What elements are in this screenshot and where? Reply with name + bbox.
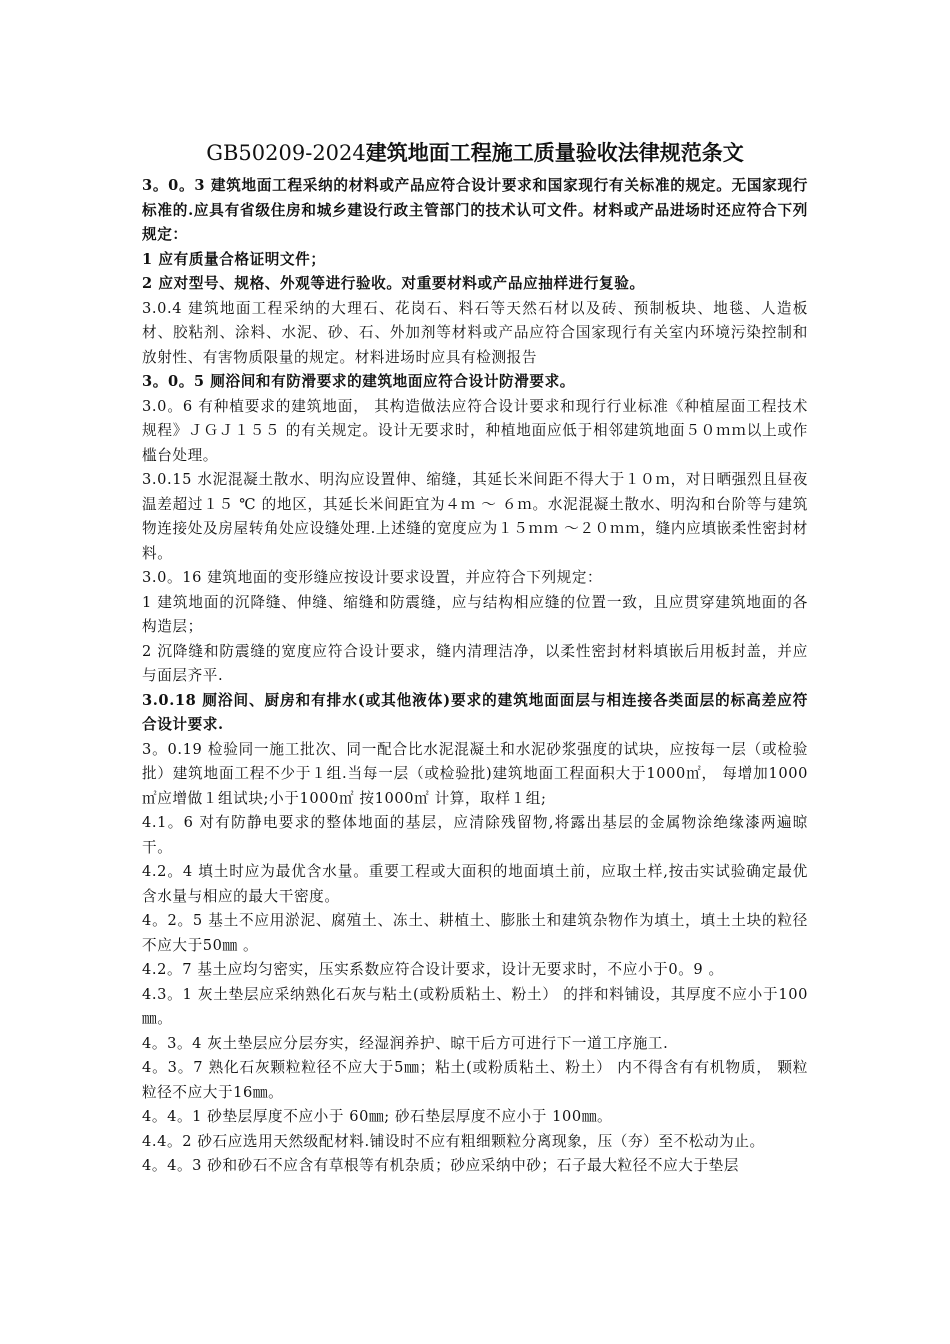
clause-paragraph: 4。2。5 基土不应用淤泥、腐殖土、冻土、耕植土、膨胀土和建筑杂物作为填土，填土土块的粒径不应大于50㎜ 。 <box>142 912 808 954</box>
clause-paragraph: 3.0。16 建筑地面的变形缝应按设计要求设置，并应符合下列规定： <box>142 569 603 586</box>
clause-paragraph: 4。4。3 砂和砂石不应含有草根等有机杂质；砂应采纳中砂；石子最大粒径不应大于垫层 <box>142 1157 740 1174</box>
clause-paragraph: 4.2。4 填土时应为最优含水量。重要工程或大面积的地面填土前，应取土样,按击实试验确定最优含水量与相应的最大干密度。 <box>142 863 808 905</box>
clause-paragraph: 3。0。3 建筑地面工程采纳的材料或产品应符合设计要求和国家现行有关标准的规定。无国家现行标准的.应具有省级住房和城乡建设行政主管部门的技术认可文件。材料或产品进场时还应符合下列规定： <box>142 177 808 243</box>
clause-paragraph: 3.0.4 建筑地面工程采纳的大理石、花岗石、料石等天然石材以及砖、预制板块、地毯、人造板材、胶粘剂、涂料、水泥、砂、石、外加剂等材料或产品应符合国家现行有关室内环境污染控制和放射性、有害物质限量的规定。材料进场时应具有检测报告 <box>142 299 808 366</box>
clause-paragraph: 1 应有质量合格证明文件； <box>142 250 326 268</box>
clause-paragraph: 4.2。7 基土应均匀密实，压实系数应符合设计要求，设计无要求时，不应小于0。9 。 <box>142 961 724 978</box>
clause-paragraph: 3。0.19 检验同一施工批次、同一配合比水泥混凝土和水泥砂浆强度的试块，应按每一层（或检验批）建筑地面工程不少于１组.当每一层（或检验批)建筑地面工程面积大于1000㎡， 每增加1000㎡应增做１组试块;小于1000㎡ 按1000㎡ 计算，取样１组; <box>142 740 808 807</box>
clause-paragraph: 3.0.18 厕浴间、厨房和有排水(或其他液体)要求的建筑地面面层与相连接各类面层的标高差应符合设计要求. <box>142 691 808 733</box>
clause-paragraph: 3.0.15 水泥混凝土散水、明沟应设置伸、缩缝，其延长米间距不得大于１０ｍ，对日晒强烈且昼夜温差超过１５ ℃ 的地区，其延长米间距宜为４ｍ ～ ６ｍ。水泥混凝土散水、明沟和台阶等与建筑物连接处及房屋转角处应设缝处理.上述缝的宽度应为１５ｍｍ ～２０ｍｍ，缝内应填嵌柔性密封材料。 <box>142 471 808 562</box>
clause-paragraph: 4.1。6 对有防静电要求的整体地面的基层，应清除残留物,将露出基层的金属物涂绝缘漆两遍晾干。 <box>142 814 808 856</box>
clause-paragraph: 4。3。4 灰土垫层应分层夯实，经湿润养护、晾干后方可进行下一道工序施工. <box>142 1034 669 1052</box>
clause-paragraph: 3.0。6 有种植要求的建筑地面， 其构造做法应符合设计要求和现行行业标准《种植屋面工程技术规程》ＪＧＪ１５５ 的有关规定。设计无要求时，种植地面应低于相邻建筑地面５０ｍｍ以上或作槛台处理。 <box>142 397 808 464</box>
clause-paragraph: 4。4。1 砂垫层厚度不应小于 60㎜; 砂石垫层厚度不应小于 100㎜。 <box>142 1108 613 1125</box>
clause-paragraph: 2 应对型号、规格、外观等进行验收。对重要材料或产品应抽样进行复验。 <box>142 275 645 292</box>
clause-paragraph: 4。3。7 熟化石灰颗粒粒径不应大于5㎜；粘土(或粉质粘土、粉土） 内不得含有有机物质， 颗粒粒径不应大于16㎜。 <box>142 1059 808 1101</box>
clause-paragraph: 2 沉降缝和防震缝的宽度应符合设计要求，缝内清理洁净，以柔性密封材料填嵌后用板封盖，并应与面层齐平. <box>142 642 808 684</box>
clause-paragraph: 3。0。5 厕浴间和有防滑要求的建筑地面应符合设计防滑要求。 <box>142 373 575 390</box>
clause-paragraph: 4.3。1 灰土垫层应采纳熟化石灰与粘土(或粉质粘土、粉土） 的拌和料铺设，其厚度不应小于100㎜。 <box>142 985 808 1027</box>
document-body <box>142 174 808 1179</box>
document-title-code: GB50209-2024 <box>206 141 366 165</box>
clause-paragraph: 1 建筑地面的沉降缝、伸缝、缩缝和防震缝，应与结构相应缝的位置一致，且应贯穿建筑地面的各构造层； <box>142 593 808 635</box>
clause-paragraph: 4.4。2 砂石应选用天然级配材料.铺设时不应有粗细颗粒分离现象，压（夯）至不松动为止。 <box>142 1132 765 1150</box>
document-title-text: 建筑地面工程施工质量验收法律规范条文 <box>365 140 744 165</box>
document-title <box>142 136 808 170</box>
